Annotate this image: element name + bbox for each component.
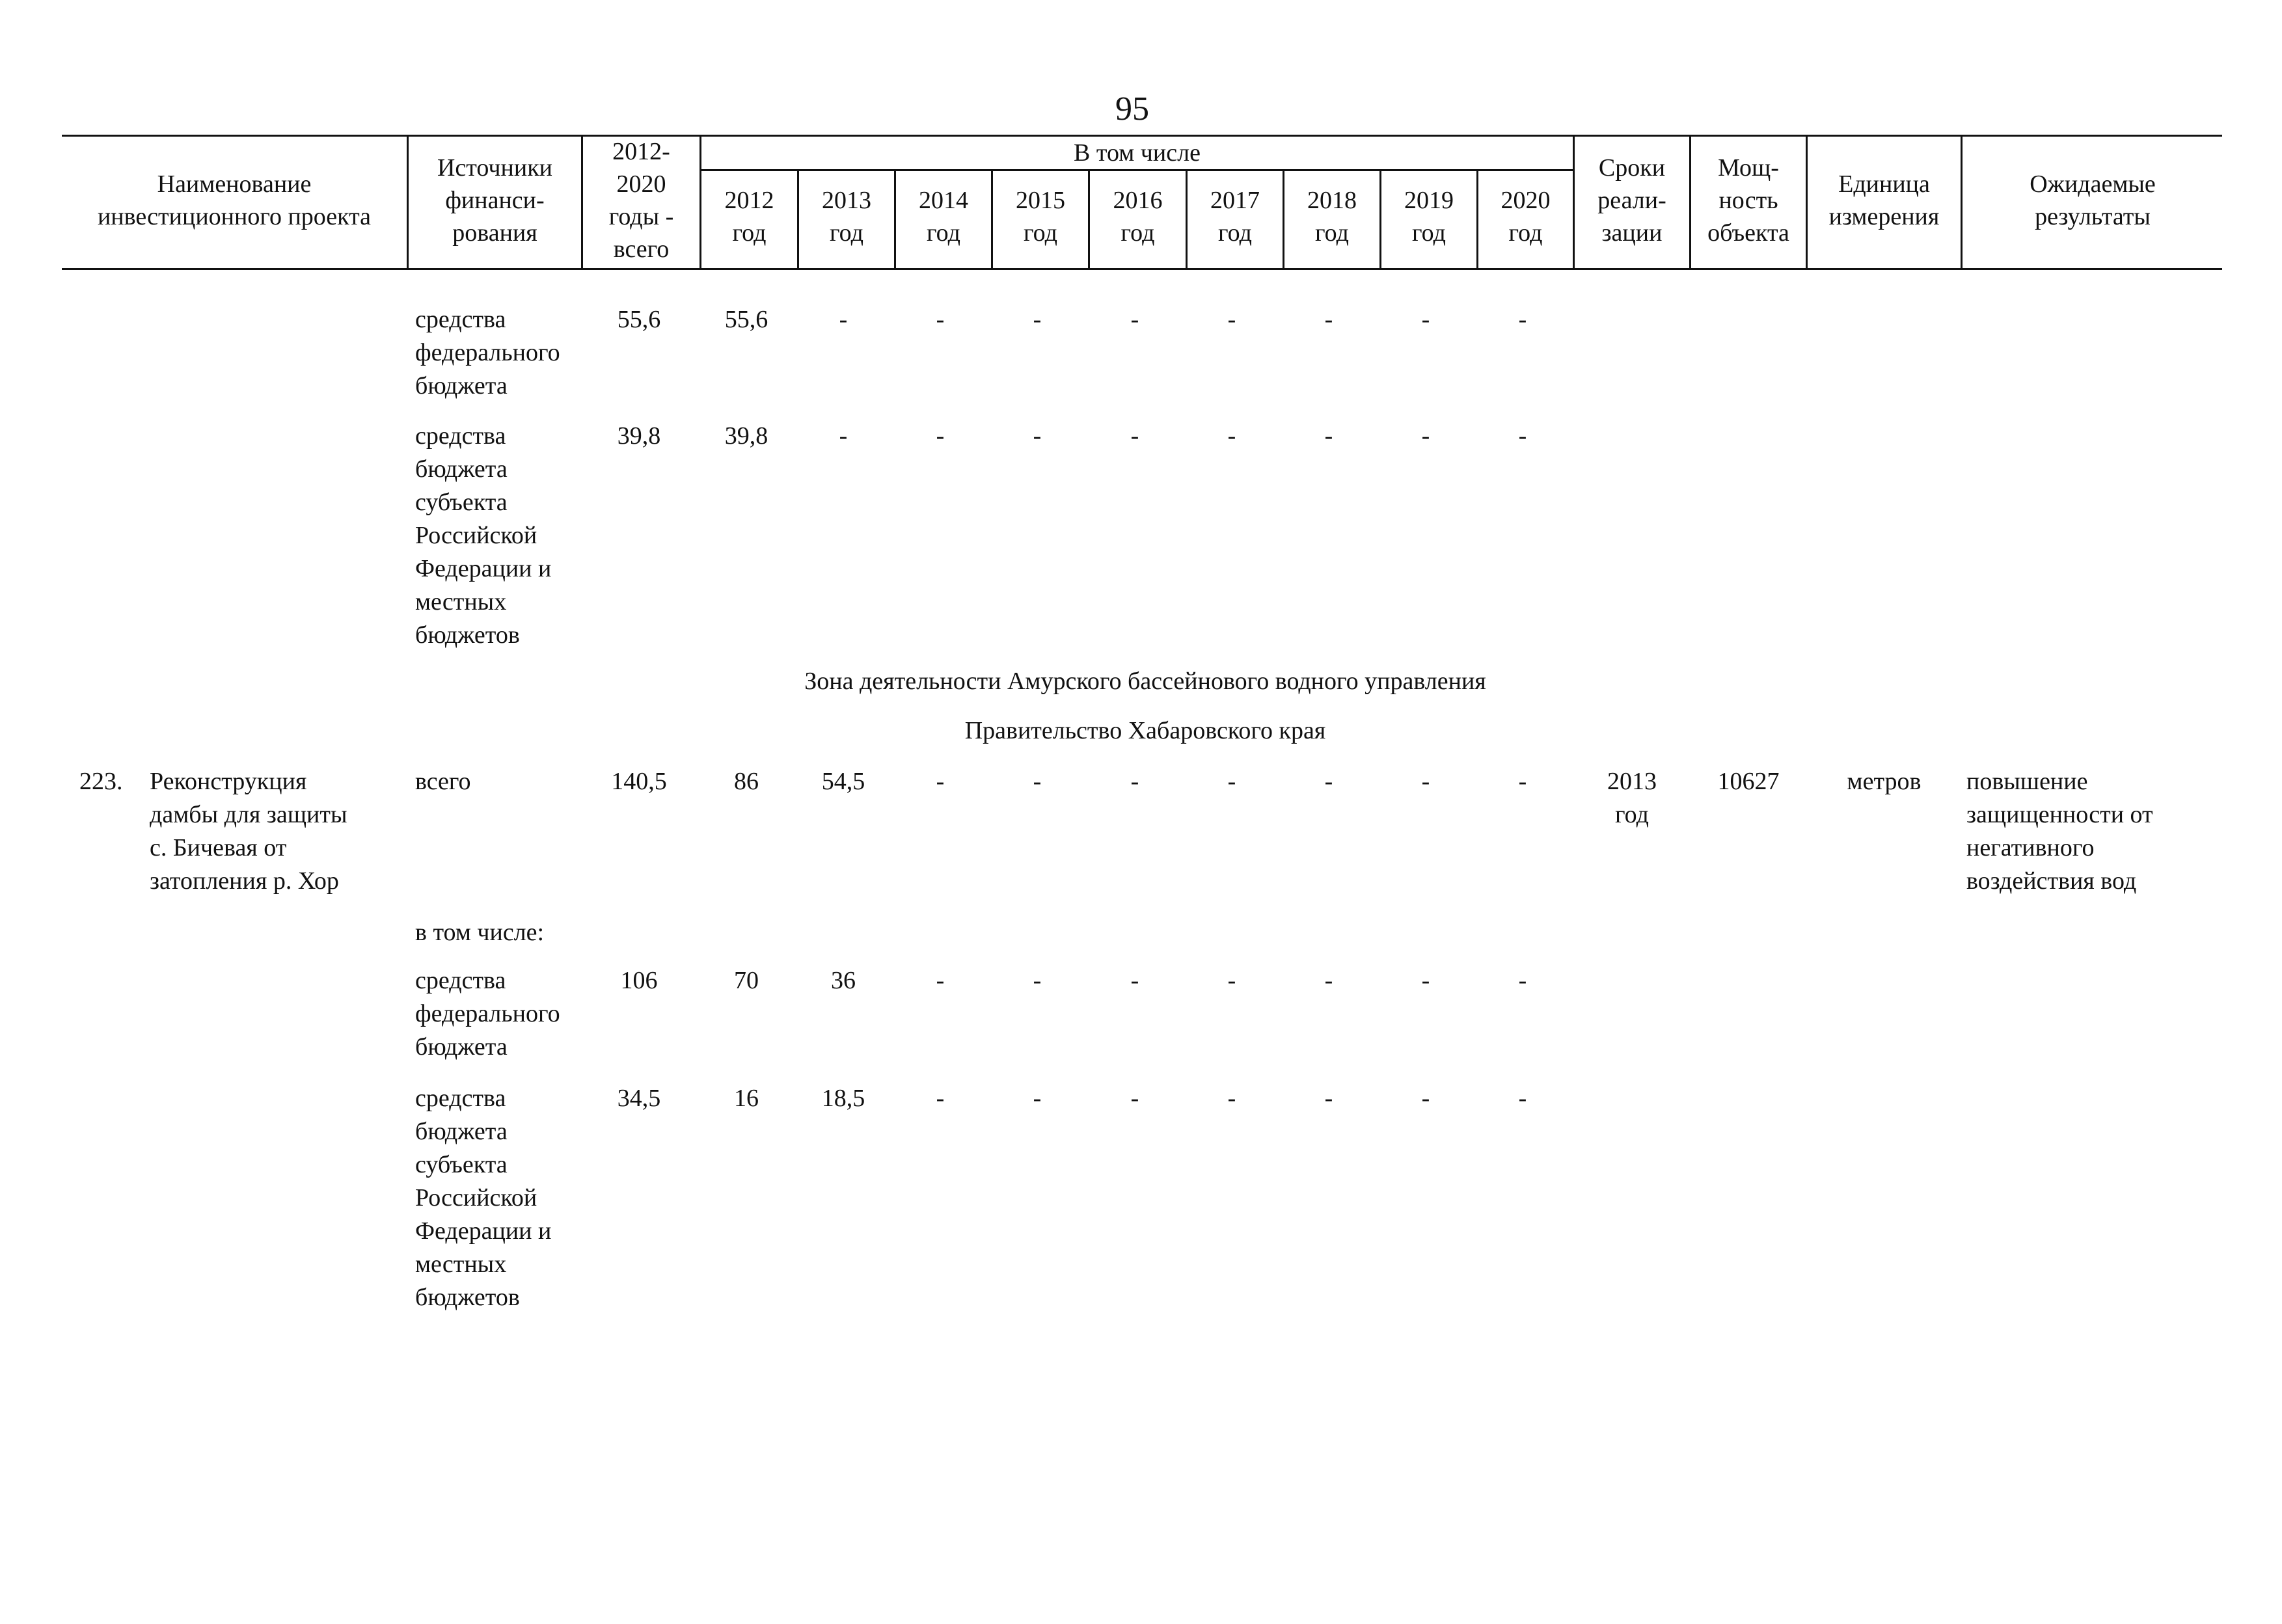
row-value: - [1324, 967, 1333, 994]
header-year-2019: 2019 год [1404, 187, 1454, 247]
row-value: - [839, 422, 848, 450]
project-value: - [1324, 768, 1333, 795]
row-total: 106 [620, 967, 658, 994]
header-sources: Источники финанси- рования [437, 154, 552, 247]
header-project-name: Наименование инвестиционного проекта [97, 170, 372, 230]
row-value: - [1130, 1085, 1139, 1112]
header-year-2012: 2012 год [724, 187, 774, 247]
subsection-title: Правительство Хабаровского края [964, 717, 1326, 744]
header-unit: Единица измерения [1828, 170, 1940, 230]
project-value: - [1033, 768, 1042, 795]
header-power: Мощ- ность объекта [1707, 154, 1789, 247]
row-value: 18,5 [821, 1085, 865, 1112]
row-source: средства бюджета субъекта Российской Федерации и местных бюджетов [415, 422, 552, 649]
row-value: - [839, 306, 848, 333]
header-term: Сроки реали- зации [1597, 154, 1666, 247]
row-value: - [1421, 422, 1430, 450]
section-title: Зона деятельности Амурского бассейнового водного управления [804, 668, 1486, 695]
row-value: - [1130, 967, 1139, 994]
project-value: 54,5 [821, 768, 865, 795]
header-year-rule [700, 169, 1573, 171]
project-term: 2013 год [1607, 768, 1657, 828]
header-year-2016: 2016 год [1113, 187, 1163, 247]
row-value: - [1518, 306, 1527, 333]
header-year-2014: 2014 год [919, 187, 968, 247]
row-value: - [1130, 422, 1139, 450]
row-value: - [936, 967, 945, 994]
row-value: - [1421, 306, 1430, 333]
row-value: - [1227, 422, 1236, 450]
header-year-2017: 2017 год [1210, 187, 1260, 247]
project-value: - [936, 768, 945, 795]
project-value: - [1130, 768, 1139, 795]
row-value: - [936, 306, 945, 333]
row-value: - [1518, 1085, 1527, 1112]
row-value: 39,8 [724, 422, 768, 450]
project-number: 223. [79, 768, 123, 795]
row-value: - [1033, 422, 1042, 450]
row-value: - [1130, 306, 1139, 333]
header-year-2020: 2020 год [1501, 187, 1551, 247]
project-power: 10627 [1717, 768, 1780, 795]
row-total: 55,6 [617, 306, 661, 333]
row-value: - [936, 1085, 945, 1112]
project-value: - [1518, 768, 1527, 795]
row-value: - [936, 422, 945, 450]
project-value: - [1227, 768, 1236, 795]
project-source: всего [415, 768, 471, 795]
project-name: Реконструкция дамбы для защиты с. Бичевая от затопления р. Хор [150, 768, 347, 895]
project-total: 140,5 [611, 768, 667, 795]
row-value: - [1227, 306, 1236, 333]
row-source: средства федерального бюджета [415, 306, 560, 399]
row-value: 16 [734, 1085, 759, 1112]
header-results: Ожидаемые результаты [2030, 170, 2156, 230]
row-value: - [1324, 422, 1333, 450]
row-total: 34,5 [617, 1085, 661, 1112]
header-year-2018: 2018 год [1307, 187, 1357, 247]
row-source: средства федерального бюджета [415, 967, 560, 1061]
header-including: В том числе [1074, 139, 1201, 167]
project-results: повышение защищенности от негативного воздействия вод [1966, 768, 2153, 895]
project-unit: метров [1847, 768, 1922, 795]
row-value: - [1518, 422, 1527, 450]
row-value: - [1324, 306, 1333, 333]
row-value: 36 [831, 967, 856, 994]
project-value: 86 [734, 768, 759, 795]
row-source: средства бюджета субъекта Российской Федерации и местных бюджетов [415, 1085, 552, 1311]
row-value: - [1324, 1085, 1333, 1112]
header-total: 2012- 2020 годы - всего [608, 138, 674, 263]
row-value: - [1033, 967, 1042, 994]
row-value: - [1518, 967, 1527, 994]
row-value: - [1033, 1085, 1042, 1112]
row-value: 70 [734, 967, 759, 994]
header-bottom-rule [62, 268, 2222, 270]
row-value: - [1421, 967, 1430, 994]
row-value: - [1227, 1085, 1236, 1112]
row-total: 39,8 [617, 422, 661, 450]
row-value: - [1421, 1085, 1430, 1112]
row-value: - [1227, 967, 1236, 994]
page-number: 95 [1115, 90, 1149, 128]
row-value: - [1033, 306, 1042, 333]
header-year-2013: 2013 год [822, 187, 871, 247]
project-value: - [1421, 768, 1430, 795]
row-value: 55,6 [724, 306, 768, 333]
header-year-2015: 2015 год [1016, 187, 1065, 247]
including-label: в том числе: [415, 919, 545, 946]
